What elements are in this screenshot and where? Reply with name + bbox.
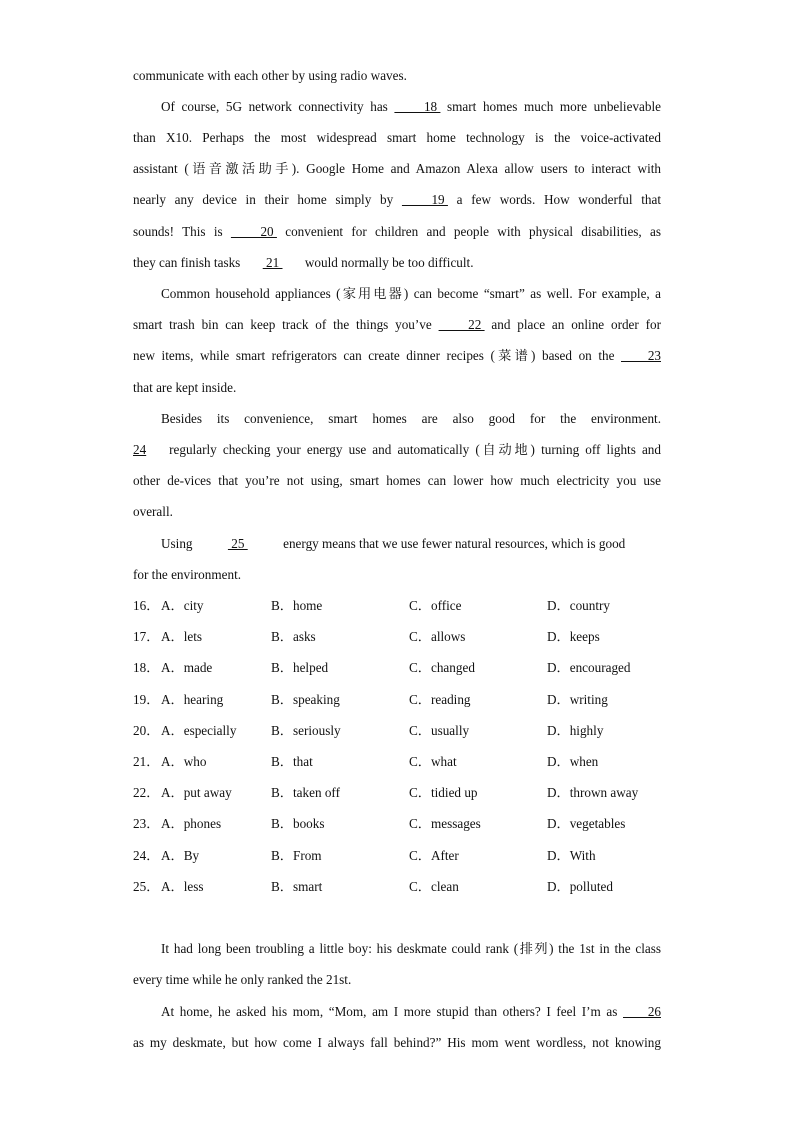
text: communicate with each other by using radio waves. xyxy=(133,68,407,83)
passage-line xyxy=(161,1003,661,1021)
question-number: 17． xyxy=(133,629,160,644)
blank-24: 24 xyxy=(133,442,147,457)
question-row xyxy=(133,597,673,615)
option-a: A．By xyxy=(161,848,200,863)
text: regularly checking your energy use and automatically (自动地) turning off lights and xyxy=(169,442,661,457)
text: other de-vices that you’re not using, smart homes can lower how much electricity you use xyxy=(133,473,661,488)
text: assistant (语音激活助手). Google Home and Amazon Alexa allow users to interact with xyxy=(133,161,661,176)
text: a few words. How wonderful that xyxy=(456,192,661,207)
text: sounds! This is xyxy=(133,224,231,239)
blank-20: 20 xyxy=(230,224,277,239)
option-c: C．After xyxy=(409,848,459,863)
text: energy means that we use fewer natural resources, which is good xyxy=(279,536,626,551)
text: At home, he asked his mom, “Mom, am I more stupid than others? I feel I’m as xyxy=(161,1004,623,1019)
passage-line xyxy=(133,971,661,989)
option-b: B．speaking xyxy=(271,692,340,707)
text: Common household appliances (家用电器) can become “smart” as well. For example, a xyxy=(161,286,661,301)
option-d: D．vegetables xyxy=(547,816,626,831)
question-row xyxy=(133,659,673,677)
option-d: D．highly xyxy=(547,723,604,738)
passage-line xyxy=(133,472,661,490)
option-b: B．asks xyxy=(271,629,316,644)
question-number: 25． xyxy=(133,879,160,894)
question-number: 24． xyxy=(133,848,160,863)
option-d: D．With xyxy=(547,848,596,863)
option-b: B．From xyxy=(271,848,322,863)
text: convenient for children and people with physical disabilities, as xyxy=(285,224,661,239)
option-b: B．taken off xyxy=(271,785,340,800)
option-c: C．office xyxy=(409,598,462,613)
question-row xyxy=(133,847,673,865)
text: would normally be too difficult. xyxy=(301,255,474,270)
question-row xyxy=(133,722,673,740)
option-d: D．thrown away xyxy=(547,785,639,800)
question-number: 16． xyxy=(133,598,160,613)
option-a: A．lets xyxy=(161,629,203,644)
blank-19: 19 xyxy=(401,192,448,207)
option-d: D．writing xyxy=(547,692,608,707)
passage-line xyxy=(161,98,661,116)
passage-line xyxy=(133,129,661,147)
text: nearly any device in their home simply by xyxy=(133,192,402,207)
passage-line xyxy=(133,223,661,241)
option-c: C．reading xyxy=(409,692,471,707)
blank-23: 23 xyxy=(621,348,661,363)
question-number: 21． xyxy=(133,754,160,769)
text: that are kept inside. xyxy=(133,380,237,395)
passage-line xyxy=(161,940,661,958)
text: It had long been troubling a little boy: his deskmate could rank (排列) the 1st in the class xyxy=(161,941,661,956)
text: and place an online order for xyxy=(491,317,661,332)
text: overall. xyxy=(133,504,173,519)
question-row xyxy=(133,691,673,709)
text: every time while he only ranked the 21st. xyxy=(133,972,352,987)
option-b: B．helped xyxy=(271,660,329,675)
question-row xyxy=(133,815,673,833)
question-number: 23． xyxy=(133,816,160,831)
option-c: C．usually xyxy=(409,723,470,738)
option-a: A．less xyxy=(161,879,204,894)
option-b: B．smart xyxy=(271,879,323,894)
question-number: 19． xyxy=(133,692,160,707)
option-c: C．changed xyxy=(409,660,475,675)
option-a: A．especially xyxy=(161,723,237,738)
option-c: C．clean xyxy=(409,879,459,894)
passage-line xyxy=(133,441,661,459)
option-b: B．home xyxy=(271,598,323,613)
question-row xyxy=(133,878,673,896)
question-number: 20． xyxy=(133,723,160,738)
blank-21: 21 xyxy=(262,255,283,270)
text: smart homes much more unbelievable xyxy=(447,99,661,114)
option-d: D．encouraged xyxy=(547,660,631,675)
option-c: C．messages xyxy=(409,816,481,831)
option-d: D．polluted xyxy=(547,879,613,894)
text: Of course, 5G network connectivity has xyxy=(161,99,395,114)
passage-line xyxy=(133,503,661,521)
blank-22: 22 xyxy=(438,317,485,332)
option-b: B．that xyxy=(271,754,313,769)
passage-line xyxy=(161,410,661,428)
option-b: B．books xyxy=(271,816,325,831)
text: Besides its convenience, smart homes are also good for the environment. xyxy=(161,411,661,426)
option-a: A．city xyxy=(161,598,204,613)
option-d: D．keeps xyxy=(547,629,600,644)
blank-25: 25 xyxy=(227,536,248,551)
passage-line xyxy=(161,285,661,303)
option-a: A．put away xyxy=(161,785,232,800)
question-row xyxy=(133,784,673,802)
passage-line xyxy=(133,254,661,272)
question-number: 22． xyxy=(133,785,160,800)
option-a: A．made xyxy=(161,660,213,675)
option-a: A．hearing xyxy=(161,692,224,707)
passage-line xyxy=(133,160,661,178)
text: Using xyxy=(161,536,196,551)
option-d: D．when xyxy=(547,754,599,769)
text: as my deskmate, but how come I always fall behind?” His mom went wordless, not knowing xyxy=(133,1035,661,1050)
question-row xyxy=(133,628,673,646)
option-a: A．who xyxy=(161,754,207,769)
passage-line xyxy=(133,1034,661,1052)
option-b: B．seriously xyxy=(271,723,341,738)
passage-line xyxy=(161,535,661,553)
text: smart trash bin can keep track of the things you’ve xyxy=(133,317,439,332)
question-number: 18． xyxy=(133,660,160,675)
text: for the environment. xyxy=(133,567,242,582)
passage-line xyxy=(133,316,661,334)
option-a: A．phones xyxy=(161,816,222,831)
blank-18: 18 xyxy=(394,99,441,114)
text: than X10. Perhaps the most widespread smart home technology is the voice-activated xyxy=(133,130,661,145)
passage-line xyxy=(133,191,661,209)
blank-26: 26 xyxy=(623,1004,661,1019)
option-c: C．tidied up xyxy=(409,785,478,800)
passage-line xyxy=(133,379,661,397)
option-c: C．allows xyxy=(409,629,466,644)
passage-line xyxy=(133,566,661,584)
option-c: C．what xyxy=(409,754,457,769)
question-row xyxy=(133,753,673,771)
text: they can finish tasks xyxy=(133,255,244,270)
passage-line xyxy=(133,67,661,85)
option-d: D．country xyxy=(547,598,610,613)
passage-line xyxy=(133,347,661,365)
text: new items, while smart refrigerators can create dinner recipes (菜谱) based on the xyxy=(133,348,621,363)
